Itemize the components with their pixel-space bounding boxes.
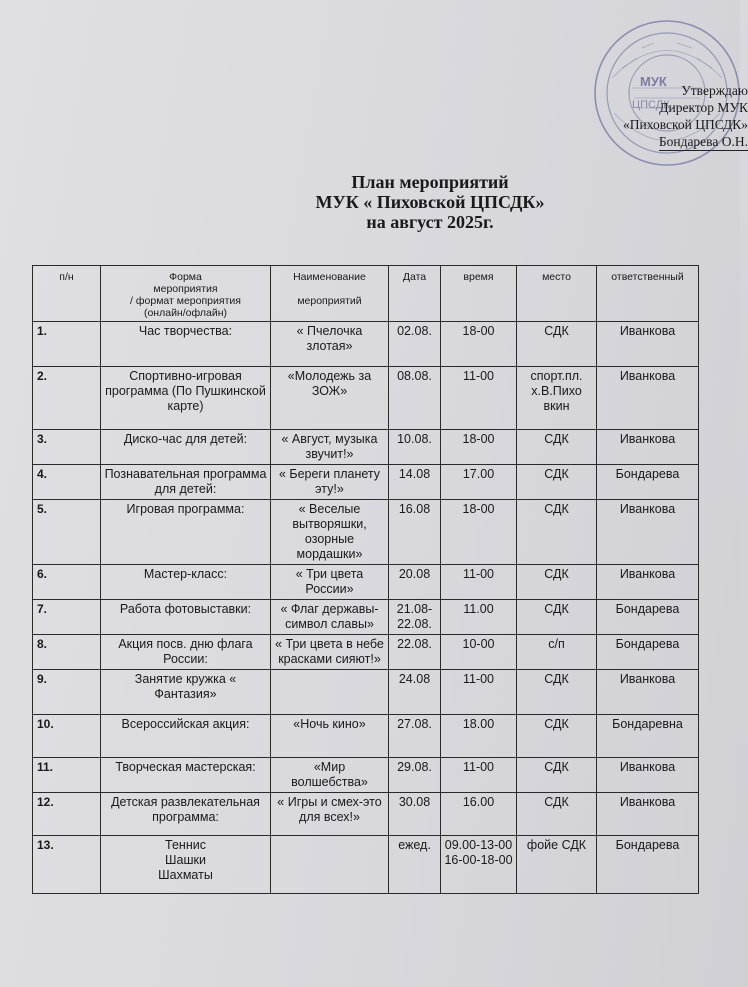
- event-place: с/п: [517, 635, 597, 670]
- title-line-1: План мероприятий: [351, 172, 509, 192]
- event-time: 16.00: [441, 793, 517, 836]
- event-name: « Август, музыка звучит!»: [271, 430, 389, 465]
- event-time: 11-00: [441, 758, 517, 793]
- title-line-2: МУК « Пиховской ЦПСДК»: [315, 192, 545, 212]
- event-time: 11-00: [441, 565, 517, 600]
- event-responsible: Иванкова: [597, 367, 699, 430]
- event-place: СДК: [517, 465, 597, 500]
- events-table: [32, 265, 699, 894]
- approval-line-3: «Пиховской ЦПСДК»: [622, 117, 748, 132]
- event-time: 11-00: [441, 367, 517, 430]
- event-time: 11.00: [441, 600, 517, 635]
- event-date: 30.08: [389, 793, 441, 836]
- event-time: 17.00: [441, 465, 517, 500]
- row-number: 7.: [33, 600, 101, 635]
- event-form: Час творчества:: [101, 322, 271, 367]
- event-responsible: Бондарева: [597, 465, 699, 500]
- approval-signature-line: Бондарева О.Н.: [658, 134, 748, 149]
- row-number: 3.: [33, 430, 101, 465]
- event-name: « Пчелочка злотая»: [271, 322, 389, 367]
- row-number: 2.: [33, 367, 101, 430]
- table-row: [33, 758, 699, 793]
- approval-line-2: Директор МУК: [659, 100, 748, 115]
- event-responsible: Бондарева: [597, 600, 699, 635]
- svg-text:МУК: МУК: [640, 74, 667, 89]
- event-time: 18.00: [441, 715, 517, 758]
- event-name: «Мир волшебства»: [271, 758, 389, 793]
- table-row: [33, 500, 699, 565]
- row-number: 9.: [33, 670, 101, 715]
- event-date: 02.08.: [389, 322, 441, 367]
- event-responsible: Бондарева: [597, 635, 699, 670]
- event-name: « Береги планету эту!»: [271, 465, 389, 500]
- row-number: 11.: [33, 758, 101, 793]
- row-number: 13.: [33, 836, 101, 894]
- event-date: 29.08.: [389, 758, 441, 793]
- row-number: 4.: [33, 465, 101, 500]
- table-row: [33, 430, 699, 465]
- event-place: фойе СДК: [517, 836, 597, 894]
- event-place: СДК: [517, 758, 597, 793]
- event-place: СДК: [517, 670, 597, 715]
- row-number: 5.: [33, 500, 101, 565]
- event-place: СДК: [517, 715, 597, 758]
- event-place: СДК: [517, 565, 597, 600]
- event-responsible: Иванкова: [597, 500, 699, 565]
- table-row: [33, 322, 699, 367]
- event-time: 09.00-13-00 16-00-18-00: [441, 836, 517, 894]
- event-date: 27.08.: [389, 715, 441, 758]
- event-form: Акция посв. дню флага России:: [101, 635, 271, 670]
- event-name: « Веселые вытворяшки, озорные мордашки»: [271, 500, 389, 565]
- event-place: СДК: [517, 430, 597, 465]
- event-form: Занятие кружка « Фантазия»: [101, 670, 271, 715]
- header-time: время: [441, 266, 517, 322]
- table-row: [33, 635, 699, 670]
- event-date: 24.08: [389, 670, 441, 715]
- event-date: ежед.: [389, 836, 441, 894]
- row-number: 1.: [33, 322, 101, 367]
- event-name: «Ночь кино»: [271, 715, 389, 758]
- event-date: 08.08.: [389, 367, 441, 430]
- event-date: 22.08.: [389, 635, 441, 670]
- header-place: место: [517, 266, 597, 322]
- svg-text:ЦПСДК: ЦПСДК: [632, 99, 670, 111]
- event-responsible: Бондарева: [597, 836, 699, 894]
- header-responsible: ответственный: [597, 266, 699, 322]
- event-form: Познавательная программа для детей:: [101, 465, 271, 500]
- event-form: Теннис Шашки Шахматы: [101, 836, 271, 894]
- row-number: 8.: [33, 635, 101, 670]
- row-number: 10.: [33, 715, 101, 758]
- page-title: [240, 172, 620, 232]
- event-place: СДК: [517, 500, 597, 565]
- event-form: Детская развлекательная программа:: [101, 793, 271, 836]
- event-time: 11-00: [441, 670, 517, 715]
- event-responsible: Иванкова: [597, 322, 699, 367]
- title-line-3: на август 2025г.: [366, 212, 494, 232]
- event-form: Мастер-класс:: [101, 565, 271, 600]
- event-form: Всероссийская акция:: [101, 715, 271, 758]
- event-place: СДК: [517, 600, 597, 635]
- event-name: « Три цвета в небе красками сияют!»: [271, 635, 389, 670]
- table-row: [33, 715, 699, 758]
- event-name: «Молодежь за ЗОЖ»: [271, 367, 389, 430]
- approval-block: [598, 82, 748, 151]
- table-row: [33, 600, 699, 635]
- event-place: СДК: [517, 322, 597, 367]
- event-responsible: Бондаревна: [597, 715, 699, 758]
- event-date: 21.08- 22.08.: [389, 600, 441, 635]
- event-time: 10-00: [441, 635, 517, 670]
- table-row: [33, 793, 699, 836]
- event-date: 20.08: [389, 565, 441, 600]
- row-number: 12.: [33, 793, 101, 836]
- event-responsible: Иванкова: [597, 670, 699, 715]
- table-row: [33, 565, 699, 600]
- event-responsible: Иванкова: [597, 758, 699, 793]
- event-place: СДК: [517, 793, 597, 836]
- table-row: [33, 367, 699, 430]
- event-form: Работа фотовыставки:: [101, 600, 271, 635]
- table-header-row: [33, 266, 699, 322]
- event-date: 16.08: [389, 500, 441, 565]
- table-row: [33, 836, 699, 894]
- event-responsible: Иванкова: [597, 793, 699, 836]
- header-num: п/н: [33, 266, 101, 322]
- event-name: « Флаг державы- символ славы»: [271, 600, 389, 635]
- table-row: [33, 670, 699, 715]
- event-name: [271, 836, 389, 894]
- event-name: [271, 670, 389, 715]
- event-responsible: Иванкова: [597, 565, 699, 600]
- event-time: 18-00: [441, 430, 517, 465]
- event-form: Игровая программа:: [101, 500, 271, 565]
- event-time: 18-00: [441, 500, 517, 565]
- event-name: « Игры и смех-это для всех!»: [271, 793, 389, 836]
- approval-line-1: Утверждаю: [681, 83, 748, 98]
- event-name: « Три цвета России»: [271, 565, 389, 600]
- event-date: 14.08: [389, 465, 441, 500]
- event-form: Творческая мастерская:: [101, 758, 271, 793]
- row-number: 6.: [33, 565, 101, 600]
- event-form: Диско-час для детей:: [101, 430, 271, 465]
- event-place: спорт.пл. х.В.Пихо вкин: [517, 367, 597, 430]
- events-table-wrapper: [32, 265, 698, 892]
- event-time: 18-00: [441, 322, 517, 367]
- event-date: 10.08.: [389, 430, 441, 465]
- header-name: Наименование мероприятий: [271, 266, 389, 322]
- header-date: Дата: [389, 266, 441, 322]
- table-row: [33, 465, 699, 500]
- event-responsible: Иванкова: [597, 430, 699, 465]
- header-form: Форма мероприятия / формат мероприятия (онлайн/офлайн): [101, 266, 271, 322]
- event-form: Спортивно-игровая программа (По Пушкинской карте): [101, 367, 271, 430]
